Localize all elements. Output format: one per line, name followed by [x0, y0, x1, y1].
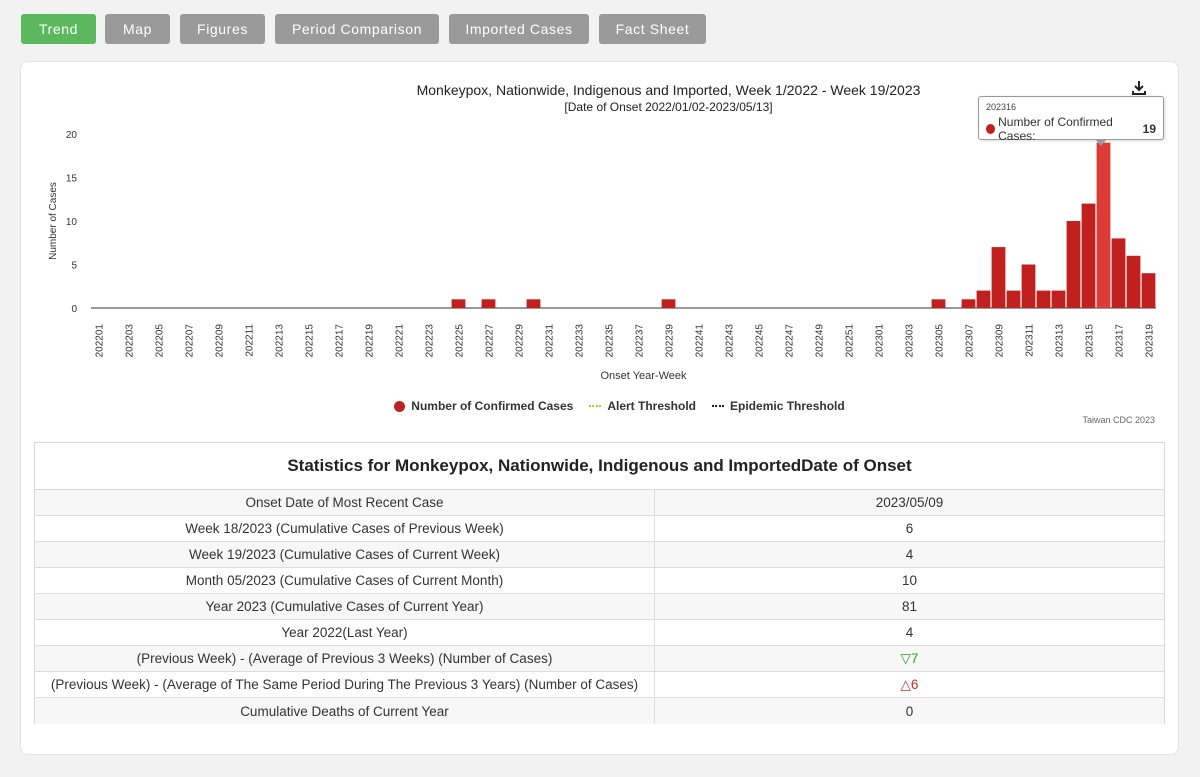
stats-row-label: Week 18/2023 (Cumulative Cases of Previous Week) [35, 516, 655, 541]
x-tick-label: 202203 [124, 324, 136, 358]
x-tick-label: 202233 [574, 324, 586, 358]
legend-label-confirmed: Number of Confirmed Cases [411, 399, 574, 413]
chart-credit: Taiwan CDC 2023 [1082, 415, 1155, 425]
x-tick-label: 202221 [394, 324, 406, 358]
bar [992, 247, 1006, 308]
table-row [35, 568, 1164, 594]
x-tick-label: 202231 [544, 324, 556, 358]
tab-fact-sheet[interactable]: Fact Sheet [599, 14, 706, 44]
legend-item-confirmed[interactable] [394, 399, 573, 413]
stats-row-value: 2023/05/09 [875, 495, 944, 510]
stats-row-value: ▽7 [900, 650, 919, 666]
tooltip-marker [986, 124, 995, 134]
stats-row-label: Month 05/2023 (Cumulative Cases of Current Month) [35, 568, 655, 593]
bar [1127, 256, 1141, 308]
legend-marker-confirmed [394, 401, 405, 412]
chart-card [20, 61, 1179, 755]
legend-label-alert: Alert Threshold [607, 399, 697, 413]
stats-row-label: Year 2022(Last Year) [35, 620, 655, 645]
x-tick-label: 202311 [1024, 324, 1036, 357]
x-tick-label: 202223 [424, 324, 436, 358]
x-tick-label: 202309 [994, 324, 1006, 358]
x-tick-label: 202217 [334, 324, 346, 358]
stats-row-label: Week 19/2023 (Cumulative Cases of Current Week) [35, 542, 655, 567]
chart-title: Monkeypox, Nationwide, Indigenous and Imported, Week 1/2022 - Week 19/2023 [416, 82, 921, 98]
legend-marker-alert [589, 405, 601, 407]
bar [962, 299, 976, 308]
bar [932, 299, 946, 308]
x-tick-label: 202251 [844, 324, 856, 358]
x-tick-label: 202235 [604, 324, 616, 358]
bar [1007, 291, 1021, 308]
x-tick-label: 202303 [904, 324, 916, 358]
x-tick-label: 202219 [364, 324, 376, 358]
x-axis-label: Onset Year-Week [600, 370, 687, 382]
legend-label-epidemic: Epidemic Threshold [730, 399, 845, 413]
stats-row-value: 81 [901, 599, 918, 614]
chart-legend [21, 399, 1178, 413]
tooltip-label: Number of Confirmed Cases: [998, 115, 1113, 143]
stats-row-value: 6 [905, 521, 914, 536]
bar [527, 299, 541, 308]
tab-trend[interactable]: Trend [21, 14, 96, 44]
tooltip-value: 19 [1142, 122, 1156, 136]
x-tick-label: 202249 [814, 324, 826, 358]
table-row [35, 620, 1164, 646]
stats-row-value: △6 [900, 676, 919, 692]
stats-row-label: Year 2023 (Cumulative Cases of Current Year) [35, 594, 655, 619]
y-tick-label: 15 [65, 173, 77, 185]
y-axis-label: Number of Cases [48, 182, 59, 260]
legend-marker-epidemic [712, 405, 724, 407]
bar [452, 299, 466, 308]
legend-item-alert[interactable] [589, 399, 696, 413]
stats-row-value: 10 [901, 573, 918, 588]
bar [1037, 291, 1051, 308]
bar [1112, 238, 1126, 308]
stats-row-value: 4 [905, 625, 914, 640]
x-tick-label: 202315 [1084, 324, 1096, 358]
bar [1052, 291, 1066, 308]
tooltip-week: 202316 [986, 102, 1017, 112]
table-row [35, 646, 1164, 672]
x-tick-label: 202227 [484, 324, 496, 358]
x-tick-label: 202241 [694, 324, 706, 358]
x-tick-label: 202243 [724, 324, 736, 358]
x-tick-label: 202317 [1114, 324, 1126, 358]
x-tick-label: 202225 [454, 324, 466, 358]
x-tick-label: 202301 [874, 324, 886, 358]
bar [482, 299, 496, 308]
stats-title: Statistics for Monkeypox, Nationwide, Indigenous and ImportedDate of Onset [35, 443, 1164, 490]
tooltip-line [986, 115, 1156, 143]
x-tick-label: 202215 [304, 324, 316, 358]
y-tick-label: 10 [65, 217, 77, 228]
stats-row-label: (Previous Week) - (Average of Previous 3 Weeks) (Number of Cases) [35, 646, 655, 671]
x-tick-label: 202239 [664, 324, 676, 358]
table-row [35, 698, 1164, 724]
bar [1082, 204, 1096, 308]
x-tick-label: 202313 [1054, 324, 1066, 358]
bar [1097, 143, 1111, 308]
stats-row-label: Cumulative Deaths of Current Year [35, 698, 655, 724]
stats-body [35, 490, 1164, 724]
tab-figures[interactable]: Figures [180, 14, 265, 44]
x-tick-label: 202213 [274, 324, 286, 358]
x-tick-label: 202205 [154, 324, 166, 358]
x-tick-label: 202207 [184, 324, 196, 358]
table-row [35, 672, 1164, 698]
x-tick-label: 202209 [214, 324, 226, 358]
table-row [35, 594, 1164, 620]
chart-subtitle: [Date of Onset 2022/01/02-2023/05/13] [564, 100, 773, 114]
x-tick-label: 202307 [964, 324, 976, 358]
bar [977, 291, 991, 308]
bar [1067, 221, 1081, 308]
x-tick-label: 202245 [754, 324, 766, 358]
x-tick-label: 202237 [634, 324, 646, 358]
x-tick-label: 202229 [514, 324, 526, 358]
table-row [35, 490, 1164, 516]
stats-table [34, 442, 1165, 724]
stats-row-label: Onset Date of Most Recent Case [35, 490, 655, 515]
table-row [35, 542, 1164, 568]
x-tick-label: 202319 [1144, 324, 1156, 358]
x-tick-label: 202201 [94, 324, 106, 358]
bar [662, 299, 676, 308]
stats-row-value: 0 [905, 703, 914, 719]
stats-row-value: 4 [905, 547, 914, 562]
legend-item-epidemic[interactable] [712, 399, 845, 413]
bar [1022, 265, 1036, 309]
tab-imported-cases[interactable]: Imported Cases [449, 14, 589, 44]
bar [1142, 273, 1156, 308]
y-tick-label: 0 [71, 304, 77, 315]
tab-map[interactable]: Map [105, 14, 170, 44]
x-tick-label: 202247 [784, 324, 796, 358]
x-tick-label: 202305 [934, 324, 946, 358]
y-tick-label: 5 [71, 260, 77, 272]
stats-row-label: (Previous Week) - (Average of The Same Period During The Previous 3 Years) (Number of Cases) [35, 672, 655, 697]
x-tick-label: 202211 [244, 324, 256, 357]
table-row [35, 516, 1164, 542]
tab-period-comparison[interactable]: Period Comparison [275, 14, 439, 44]
y-tick-label: 20 [65, 130, 77, 141]
chart-tooltip [978, 96, 1164, 143]
